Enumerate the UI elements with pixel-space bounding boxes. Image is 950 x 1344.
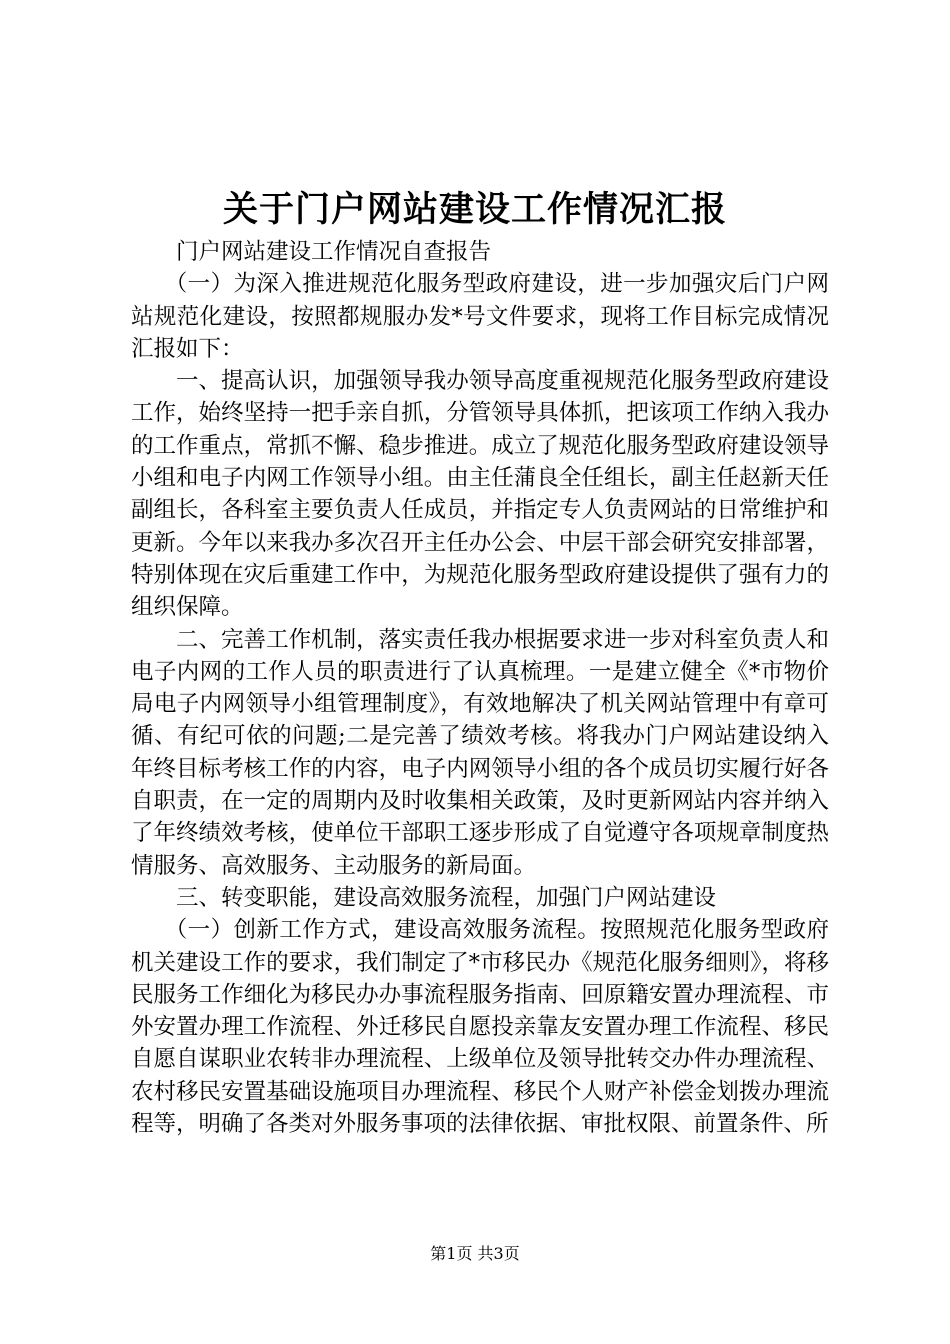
- paragraph-intro: （一）为深入推进规范化服务型政府建设，进一步加强灾后门户网站规范化建设，按照都规服办发*号文件要求，现将工作目标完成情况汇报如下：: [131, 271, 829, 362]
- paragraph-section-2: 二、完善工作机制，落实责任我办根据要求进一步对科室负责人和电子内网的工作人员的职责进行了认真梳理。一是建立健全《*市物价局电子内网领导小组管理制度》，有效地解决了机关网站管理中有章可循、有纪可依的问题;二是完善了绩效考核。将我办门户网站建设纳入年终目标考核工作的内容，电子内网领导小组的各个成员切实履行好各自职责，在一定的周期内及时收集相关政策，及时更新网站内容并纳入了年终绩效考核，使单位干部职工逐步形成了自觉遵守各项规章制度热情服务、高效服务、主动服务的新局面。: [131, 626, 829, 879]
- paragraph-section-1: 一、提高认识，加强领导我办领导高度重视规范化服务型政府建设工作，始终坚持一把手亲自抓，分管领导具体抓，把该项工作纳入我办的工作重点，常抓不懈、稳步推进。成立了规范化服务型政府建设领导小组和电子内网工作领导小组。由主任蒲良全任组长，副主任赵新天任副组长，各科室主要负责人任成员，并指定专人负责网站的日常维护和更新。今年以来我办多次召开主任办公会、中层干部会研究安排部署，特别体现在灾后重建工作中，为规范化服务型政府建设提供了强有力的组织保障。: [131, 368, 829, 621]
- paragraph-section-3-heading: 三、转变职能，建设高效服务流程，加强门户网站建设: [176, 884, 717, 911]
- paragraph-report-heading: 门户网站建设工作情况自查报告: [176, 239, 492, 265]
- page-number: 第1页 共3页: [430, 1244, 520, 1263]
- document-body: [131, 236, 829, 1140]
- document-title: 关于门户网站建设工作情况汇报: [222, 189, 727, 230]
- paragraph-section-3-1: （一）创新工作方式，建设高效服务流程。按照规范化服务型政府机关建设工作的要求，我们制定了*市移民办《规范化服务细则》，将移民服务工作细化为移民办办事流程服务指南、回原籍安置办理流程、市外安置办理工作流程、外迁移民自愿投亲靠友安置办理工作流程、移民自愿自谋职业农转非办理流程、上级单位及领导批转交办件办理流程、农村移民安置基础设施项目办理流程、移民个人财产补偿金划拨办理流程等，明确了各类对外服务事项的法律依据、审批权限、前置条件、所: [131, 917, 829, 1138]
